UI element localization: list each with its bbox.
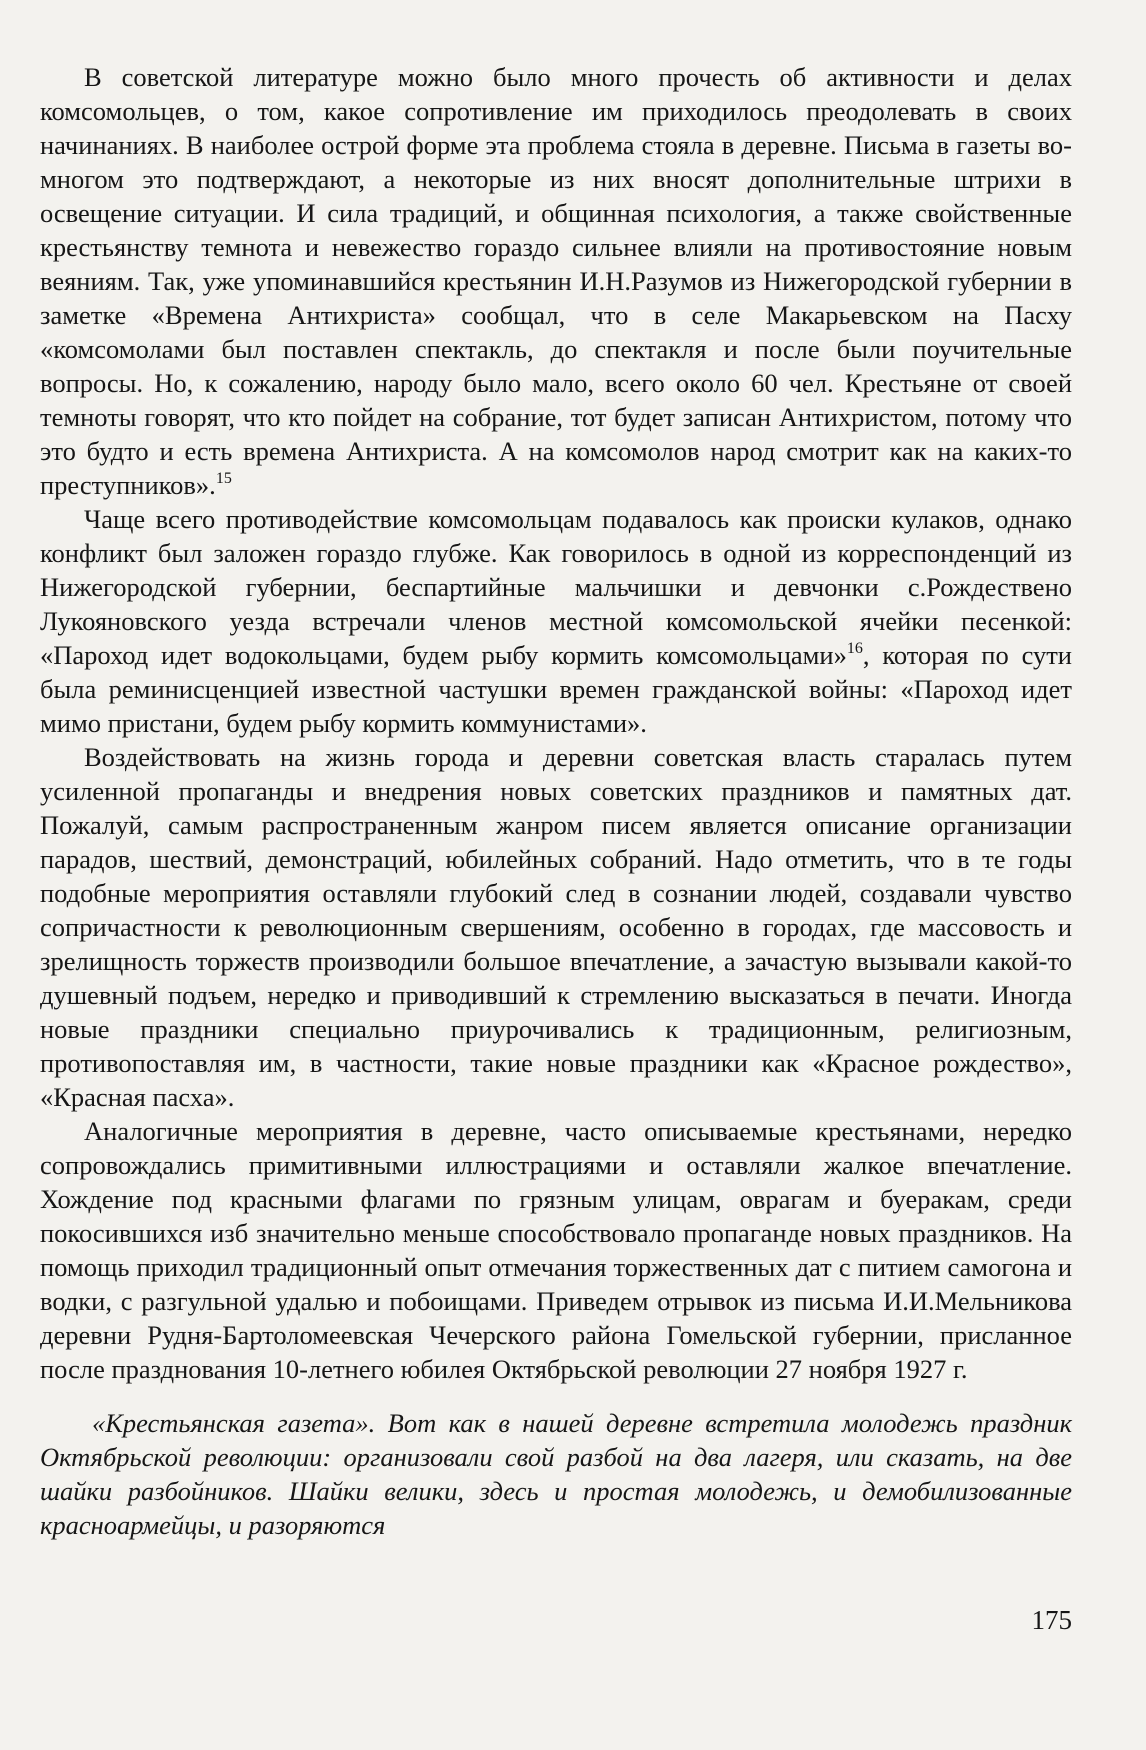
paragraph-soviet-holidays: Воздействовать на жизнь города и деревни советская власть старалась путем усиленной пропаганды и внедрения новых советских праздников и памятных дат. Пожалуй, самым распространенным жанром писем является описание организации парадов, шествий, демонстраций, юбилейных собраний. Надо отметить, что в те годы подобные мероприятия оставляли глубокий след в сознании людей, создавали чувство сопричастности к революционным свершениям, особенно в городах, где массовость и зрелищность торжеств производили большое впечатление, а зачастую вызывали какой-то душевный подъем, нередко и приводивший к стремлению высказаться в печати. Иногда новые праздники специально приурочивались к традиционным, религиозным, противопоставляя им, в частности, такие новые праздники как «Красное рождество», «Красная пасха».: [40, 742, 1072, 1112]
main-text: [40, 60, 1072, 1542]
paragraph-kulak-opposition: Чаще всего противодействие комсомольцам подавалось как происки кулаков, однако конфликт был заложен гораздо глубже. Как говорилось в одной из корреспонденций из Нижегородской губернии, беспартийные мальчишки и девчонки с.Рождествено Лукояновского уезда встречали членов местной комсомольской ячейки песенкой: «Пароход идет водокольцами, будем рыбу кормить комсомольцами»$^{16}$, которая по сути была реминисценцией известной частушки времен гражданской войны: «Пароход идет мимо пристани, будем рыбу кормить коммунистами».: [40, 504, 1072, 738]
footnote-ref-16: 16: [846, 640, 863, 657]
paragraph-village-events: Аналогичные мероприятия в деревне, часто описываемые крестьянами, нередко сопровождались примитивными иллюстрациями и оставляли жалкое впечатление. Хождение под красными флагами по грязным улицам, оврагам и буеракам, среди покосившихся изб значительно меньше способствовало пропаганде новых праздников. На помощь приходил традиционный опыт отмечания торжественных дат с питием самогона и водки, с разгульной удалью и побоищами. Приведем отрывок из письма И.И.Мельникова деревни Рудня-Бартоломеевская Чечерского района Гомельской губернии, присланное после празднования 10-летнего юбилея Октябрьской революции 27 ноября 1927 г.: [40, 1116, 1072, 1384]
footnote-ref-15: 15: [215, 470, 232, 487]
quoted-letter: «Крестьянская газета». Вот как в нашей деревне встретила молодежь праздник Октябрьской революции: организовали свой разбой на два лагеря, или сказать, на две шайки разбойников. Шайки велики, здесь и простая молодежь, и демобилизованные красноармейцы, и разоряются: [40, 1408, 1072, 1540]
paragraph-komsomol-activity: В советской литературе можно было много прочесть об активности и делах комсомольцев, о том, какое сопротивление им приходилось преодолевать в своих начинаниях. В наиболее острой форме эта проблема стояла в деревне. Письма в газеты во-многом это подтверждают, а некоторые из них вносят дополнительные штрихи в освещение ситуации. И сила традиций, и общинная психология, а также свойственные крестьянству темнота и невежество гораздо сильнее влияли на противостояние новым веяниям. Так, уже упоминавшийся крестьянин И.Н.Разумов из Нижегородской губернии в заметке «Времена Антихриста» сообщал, что в селе Макарьевском на Пасху «комсомолами был поставлен спектакль, до спектакля и после были поучительные вопросы. Но, к сожалению, народу было мало, всего около 60 чел. Крестьяне от своей темноты говорят, что кто пойдет на собрание, тот будет записан Антихристом, потому что это будто и есть времена Антихриста. А на комсомолов народ смотрит как на каких-то преступников».$^{15}$: [40, 62, 1072, 500]
page-number: 175: [1031, 1605, 1072, 1635]
